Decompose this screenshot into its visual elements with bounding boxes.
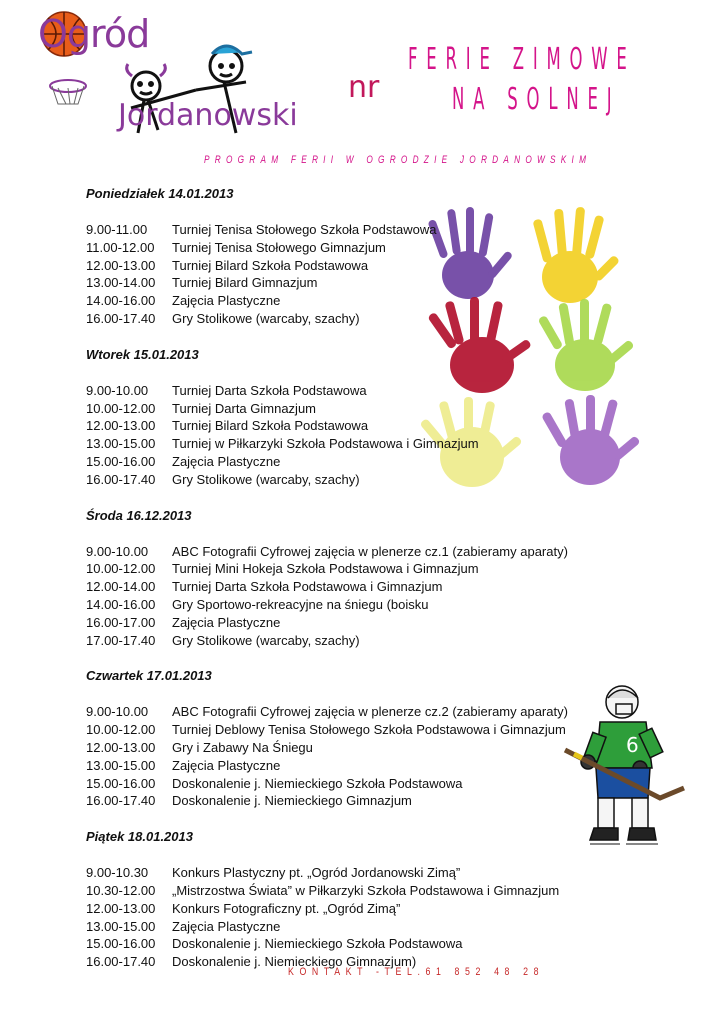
schedule-row bbox=[86, 310, 686, 328]
event-time: 17.00-17.40 bbox=[86, 632, 156, 648]
schedule-row bbox=[86, 435, 686, 453]
event-name: Turniej Tenisa Stołowego Gimnazjum bbox=[172, 239, 386, 255]
day-spacer bbox=[86, 328, 686, 346]
schedule-row bbox=[86, 703, 686, 721]
schedule-row bbox=[86, 900, 686, 918]
event-time: 14.00-16.00 bbox=[86, 596, 156, 612]
event-time: 12.00-14.00 bbox=[86, 579, 156, 595]
schedule-row bbox=[86, 935, 686, 953]
schedule-row bbox=[86, 757, 686, 775]
event-name: Turniej Deblowy Tenisa Stołowego Szkoła Podstawowa i Gimnazjum bbox=[172, 722, 566, 738]
schedule-row bbox=[86, 918, 686, 936]
event-time: 12.00-13.00 bbox=[86, 418, 156, 434]
event-name: Zajęcia Plastyczne bbox=[172, 453, 281, 469]
event-name: Turniej Darta Szkoła Podstawowa i Gimnazjum bbox=[172, 579, 443, 595]
event-time: 10.00-12.00 bbox=[86, 722, 156, 738]
event-name: Gry Sportowo-rekreacyjne na śniegu (boisku bbox=[172, 596, 429, 612]
event-name: Zajęcia Plastyczne bbox=[172, 757, 281, 773]
event-name: Gry Stolikowe (warcaby, szachy) bbox=[172, 632, 360, 648]
event-name: Gry Stolikowe (warcaby, szachy) bbox=[172, 310, 360, 326]
event-name: Turniej Bilard Gimnazjum bbox=[172, 275, 318, 291]
event-time: 12.00-13.00 bbox=[86, 257, 156, 273]
schedule-row bbox=[86, 739, 686, 757]
event-time: 16.00-17.40 bbox=[86, 310, 156, 326]
schedule-row bbox=[86, 292, 686, 310]
event-name: Turniej Darta Szkoła Podstawowa bbox=[172, 382, 367, 398]
title-line-1: FERIE ZIMOWE bbox=[408, 42, 636, 77]
event-name: Doskonalenie j. Niemieckiego Szkoła Podstawowa bbox=[172, 775, 463, 791]
event-name: Doskonalenie j. Niemieckiego Gimnazjum) bbox=[172, 954, 417, 970]
schedule-row bbox=[86, 274, 686, 292]
day-spacer bbox=[86, 649, 686, 667]
event-name: Gry Stolikowe (warcaby, szachy) bbox=[172, 471, 360, 487]
day-heading: Piątek 18.01.2013 bbox=[86, 829, 193, 845]
schedule-row bbox=[86, 471, 686, 489]
schedule-row bbox=[86, 721, 686, 739]
event-name: Turniej Tenisa Stołowego Szkoła Podstawowa bbox=[172, 222, 437, 237]
event-time: 13.00-14.00 bbox=[86, 275, 156, 291]
event-time: 14.00-16.00 bbox=[86, 293, 156, 309]
schedule-row bbox=[86, 632, 686, 650]
event-time: 12.00-13.00 bbox=[86, 900, 156, 916]
event-name: Konkurs Plastyczny pt. „Ogród Jordanowski Zimą” bbox=[172, 865, 461, 881]
event-time: 16.00-17.40 bbox=[86, 471, 156, 487]
logo-text-ogrod: Ogród bbox=[38, 12, 150, 56]
event-time: 9.00-10.00 bbox=[86, 382, 149, 398]
program-subtitle: PROGRAM FERII W OGRODZIE JORDANOWSKIM bbox=[204, 154, 592, 166]
event-name: Turniej w Piłkarzyki Szkoła Podstawowa i Gimnazjum bbox=[172, 436, 479, 452]
event-time: 13.00-15.00 bbox=[86, 918, 156, 934]
event-name: Konkurs Fotograficzny pt. „Ogród Zimą” bbox=[172, 900, 401, 916]
day-heading: Czwartek 17.01.2013 bbox=[86, 668, 212, 684]
event-name: Turniej Darta Gimnazjum bbox=[172, 400, 317, 416]
event-time: 11.00-12.00 bbox=[86, 239, 155, 255]
schedule bbox=[86, 185, 686, 971]
event-time: 15.00-16.00 bbox=[86, 936, 156, 952]
day-heading: Wtorek 15.01.2013 bbox=[86, 346, 199, 362]
event-name: ABC Fotografii Cyfrowej zajęcia w plenerze cz.2 (zabieramy aparaty) bbox=[172, 704, 568, 720]
contact-footer: KONTAKT -TEL.61 852 48 28 bbox=[288, 966, 545, 978]
event-name: Turniej Bilard Szkoła Podstawowa bbox=[172, 418, 369, 434]
event-name: Doskonalenie j. Niemieckiego Gimnazjum bbox=[172, 793, 412, 809]
schedule-row bbox=[86, 257, 686, 275]
svg-text:6: 6 bbox=[626, 733, 639, 757]
schedule-row bbox=[86, 596, 686, 614]
event-name: Zajęcia Plastyczne bbox=[172, 293, 281, 309]
event-name: Doskonalenie j. Niemieckiego Szkoła Podstawowa bbox=[172, 936, 463, 952]
schedule-row bbox=[86, 382, 686, 400]
event-time: 13.00-15.00 bbox=[86, 436, 156, 452]
schedule-row bbox=[86, 792, 686, 810]
schedule-row bbox=[86, 543, 686, 561]
logo-text-nr bbox=[348, 70, 379, 105]
schedule-row bbox=[86, 578, 686, 596]
event-name: Turniej Mini Hokeja Szkoła Podstawowa i Gimnazjum bbox=[172, 561, 479, 577]
schedule-row bbox=[86, 775, 686, 793]
title-line-2: NA SOLNEJ bbox=[452, 82, 621, 117]
event-time: 9.00-10.00 bbox=[86, 704, 149, 720]
schedule-row bbox=[86, 453, 686, 471]
event-time: 16.00-17.00 bbox=[86, 614, 156, 630]
schedule-row bbox=[86, 882, 686, 900]
event-time: 10.00-12.00 bbox=[86, 561, 156, 577]
schedule-row bbox=[86, 864, 686, 882]
event-time: 9.00-10.00 bbox=[86, 543, 149, 559]
event-name: Turniej Bilard Szkoła Podstawowa bbox=[172, 257, 369, 273]
schedule-row bbox=[86, 400, 686, 418]
event-name: Gry i Zabawy Na Śniegu bbox=[172, 739, 313, 755]
schedule-row bbox=[86, 614, 686, 632]
schedule-row bbox=[86, 239, 686, 257]
day-heading: Środa 16.12.2013 bbox=[86, 507, 192, 523]
event-name: „Mistrzostwa Świata” w Piłkarzyki Szkoła Podstawowa i Gimnazjum bbox=[172, 882, 560, 898]
logo-text-jordanowski: Jordanowski bbox=[118, 98, 298, 133]
event-name: Zajęcia Plastyczne bbox=[172, 614, 281, 630]
schedule-row bbox=[86, 560, 686, 578]
event-time: 15.00-16.00 bbox=[86, 453, 156, 469]
event-time: 16.00-17.40 bbox=[86, 954, 156, 970]
logo-nr-label: nr bbox=[348, 70, 380, 105]
day-spacer bbox=[86, 489, 686, 507]
event-time: 13.00-15.00 bbox=[86, 757, 156, 773]
event-time: 9.00-11.00 bbox=[86, 222, 148, 237]
event-time: 10.00-12.00 bbox=[86, 400, 156, 416]
event-time: 16.00-17.40 bbox=[86, 793, 156, 809]
event-name: ABC Fotografii Cyfrowej zajęcia w plenerze cz.1 (zabieramy aparaty) bbox=[172, 543, 568, 559]
basketball-hoop-icon bbox=[50, 80, 86, 104]
event-time: 9.00-10.30 bbox=[86, 865, 149, 881]
schedule-row bbox=[86, 417, 686, 435]
event-name: Zajęcia Plastyczne bbox=[172, 918, 281, 934]
event-time: 10.30-12.00 bbox=[86, 882, 156, 898]
schedule-row bbox=[86, 221, 686, 239]
day-spacer bbox=[86, 810, 686, 828]
event-time: 12.00-13.00 bbox=[86, 739, 156, 755]
event-time: 15.00-16.00 bbox=[86, 775, 156, 791]
day-heading: Poniedziałek 14.01.2013 bbox=[86, 186, 234, 201]
